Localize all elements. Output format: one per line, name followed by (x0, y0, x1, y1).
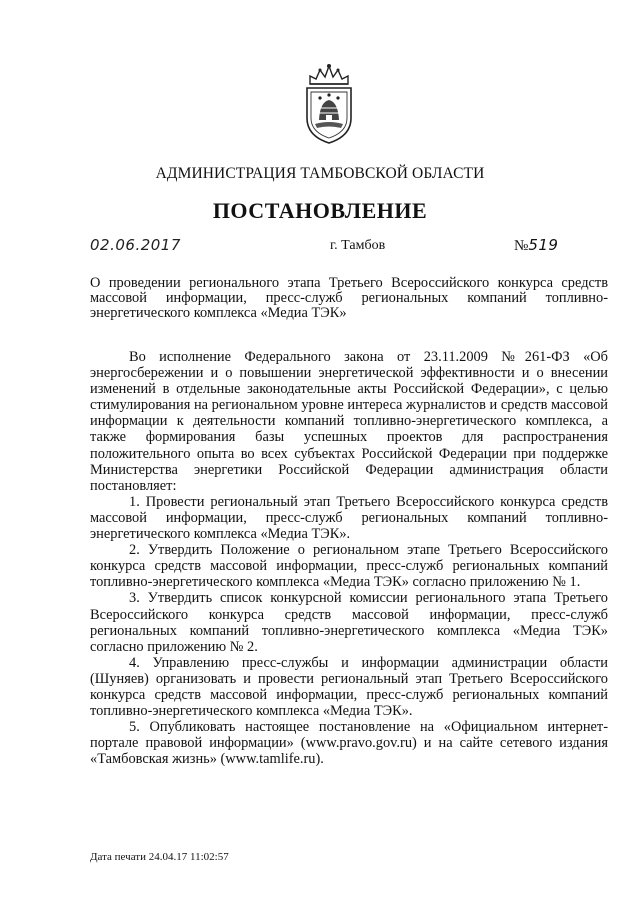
clause-2-paragraph: 2. Утвердить Положение о региональном этапе Третьего Всероссийского конкурса средств массовой информации, пресс-служб региональных компаний топливно-энергетического комплекса «Медиа ТЭК» согласно приложению № 1. (90, 542, 608, 591)
number-prefix: № (514, 238, 529, 254)
organization-name: АДМИНИСТРАЦИЯ ТАМБОВСКОЙ ОБЛАСТИ (155, 165, 485, 182)
document-number (514, 236, 558, 255)
document-city: г. Тамбов (330, 238, 386, 253)
print-date-footer: Дата печати 24.04.17 11:02:57 (90, 851, 229, 863)
preamble-paragraph: Во исполнение Федерального закона от 23.11.2009 №261-ФЗ «Об энергосбережении и о повышении энергетической эффективности и о внесении изменений в отдельные законодательные акты Российской Федерации», с целью стимулирования на региональном уровне интереса журналистов и средств массовой информации к деятельности компаний топливно-энергетического комплекса, а также формирования базы успешных проектов для распространения положительного опыта во всех субъектах Российской Федерации при поддержке Министерства энергетики Российской Федерации администрация области постановляет: (90, 349, 608, 494)
coat-of-arms-icon (298, 62, 360, 146)
number-value: 519 (528, 236, 559, 254)
clause-3-paragraph: 3. Утвердить список конкурсной комиссии регионального этапа Третьего Всероссийского конкурса средств массовой информации, пресс-служб региональных компаний топливно-энергетического комплекса «Медиа ТЭК» согласно приложению № 2. (90, 590, 608, 655)
clause-1-paragraph: 1. Провести региональный этап Третьего Всероссийского конкурса средств массовой информации, пресс-служб региональных компаний топливно-энергетического комплекса «Медиа ТЭК». (90, 493, 608, 543)
document-body (90, 349, 608, 767)
clause-5-paragraph: 5. Опубликовать настоящее постановление на «Официальном интернет-портале правовой информации» (www.pravo.gov.ru) и на сайте сетевого издания «Тамбовская жизнь» (www.tamlife.ru). (90, 719, 608, 768)
document-date: 02.06.2017 (90, 236, 181, 254)
document-subject: О проведении регионального этапа Третьего Всероссийского конкурса средств массовой информации, пресс-служб региональных компаний топливно-энергетического комплекса «Медиа ТЭК» (90, 275, 608, 321)
clause-4-paragraph: 4. Управлению пресс-службы и информации администрации области (Шуняев) организовать и провести региональный этап Третьего Всероссийского конкурса средств массовой информации, пресс-служб региональных компаний топливно-энергетического комплекса «Медиа ТЭК». (90, 654, 608, 720)
document-type-title: ПОСТАНОВЛЕНИЕ (212, 198, 428, 223)
coat-of-arms-emblem (298, 62, 360, 146)
